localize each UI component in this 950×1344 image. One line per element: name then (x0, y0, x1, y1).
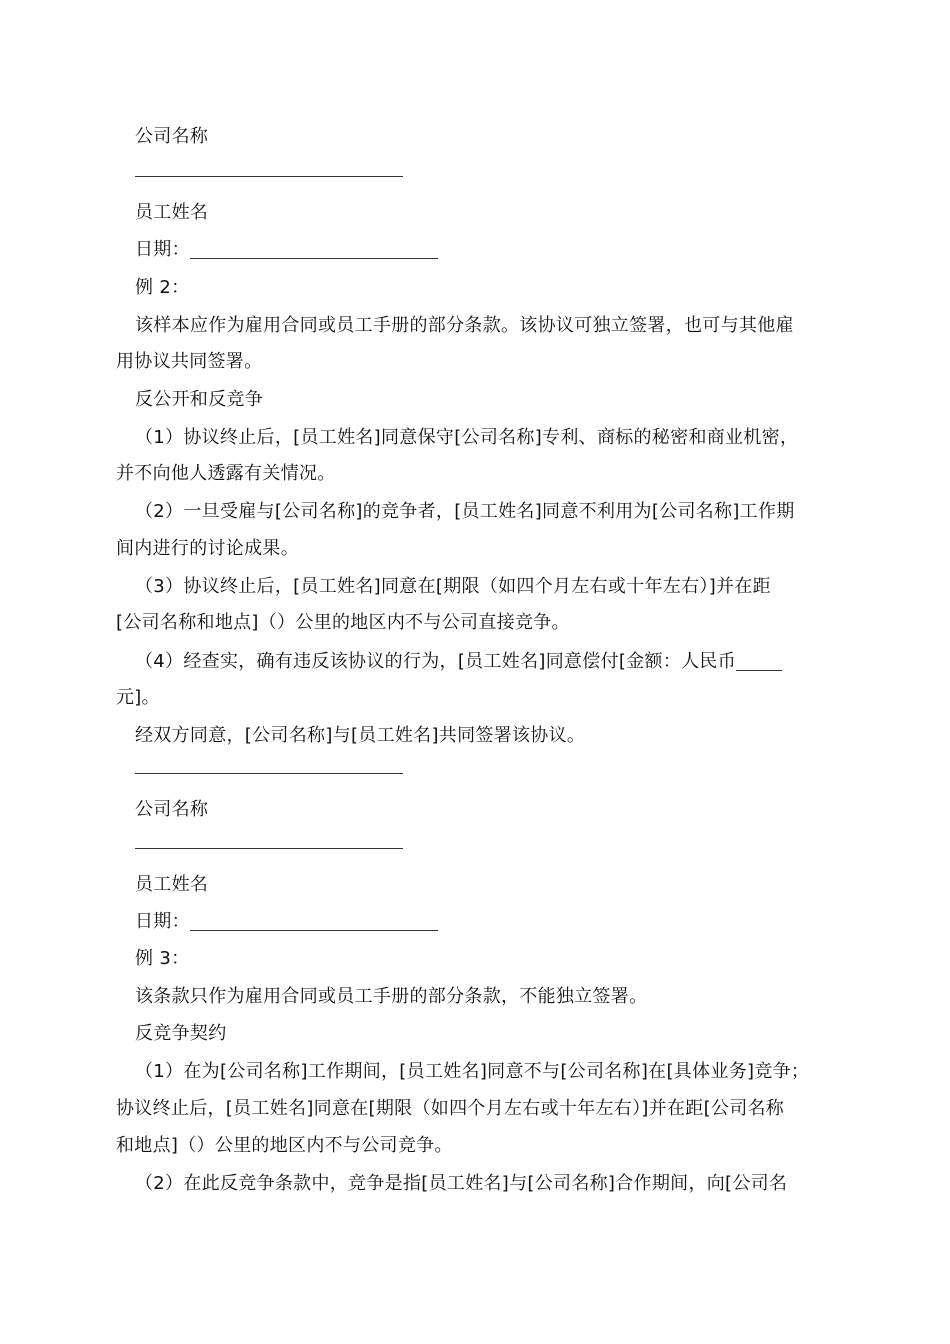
clause-line: 协议终止后，[员工姓名]同意在[期限（如四个月左右或十年左右）]并在距[公司名称 (116, 1098, 785, 1119)
paragraph-line: 该条款只作为雇用合同或员工手册的部分条款，不能独立签署。 (135, 986, 648, 1007)
signature-line (135, 773, 403, 774)
company-name-label: 公司名称 (135, 126, 209, 147)
clause-text: （4）经查实，确有违反该协议的行为，[员工姓名]同意偿付[金额：人民币 (135, 651, 737, 672)
clause-line (135, 649, 846, 675)
clause-line: [公司名称和地点]（）公里的地区内不与公司直接竞争。 (116, 612, 570, 633)
clause-line: （1）在为[公司名称]工作期间，[员工姓名]同意不与[公司名称]在[具体业务]竞争； (135, 1061, 810, 1082)
clause-line: 并不向他人透露有关情况。 (116, 463, 336, 484)
closing-line: 经双方同意，[公司名称]与[员工姓名]共同签署该协议。 (135, 725, 586, 746)
company-name-label: 公司名称 (135, 799, 209, 820)
date-field (135, 909, 846, 935)
date-field (135, 237, 846, 263)
date-blank-line (190, 929, 438, 931)
example-heading: 例 3： (135, 948, 190, 969)
amount-blank-line (736, 669, 782, 671)
clause-line: （2）在此反竞争条款中，竞争是指[员工姓名]与[公司名称]合作期间，向[公司名 (135, 1173, 788, 1194)
clause-line: （1）协议终止后，[员工姓名]同意保守[公司名称]专利、商标的秘密和商业机密， (135, 427, 799, 448)
employee-name-label: 员工姓名 (135, 202, 209, 223)
clause-line: （3）协议终止后，[员工姓名]同意在[期限（如四个月左右或十年左右）]并在距 (135, 576, 771, 597)
example-heading: 例 2： (135, 277, 190, 298)
clause-line: 间内进行的讨论成果。 (116, 538, 299, 559)
date-label: 日期： (135, 239, 190, 260)
signature-line (135, 848, 403, 849)
signature-line (135, 176, 403, 177)
employee-name-label: 员工姓名 (135, 874, 209, 895)
clause-line: （2）一旦受雇与[公司名称]的竞争者，[员工姓名]同意不利用为[公司名称]工作期 (135, 501, 795, 522)
date-label: 日期： (135, 911, 190, 932)
date-blank-line (190, 257, 438, 259)
section-title: 反公开和反竞争 (135, 389, 264, 410)
paragraph-line: 用协议共同签署。 (116, 351, 263, 372)
clause-line: 元]。 (116, 687, 160, 708)
paragraph-line: 该样本应作为雇用合同或员工手册的部分条款。该协议可独立签署，也可与其他雇 (135, 315, 794, 336)
clause-line: 和地点]（）公里的地区内不与公司竞争。 (116, 1135, 453, 1156)
section-title: 反竞争契约 (135, 1023, 227, 1044)
